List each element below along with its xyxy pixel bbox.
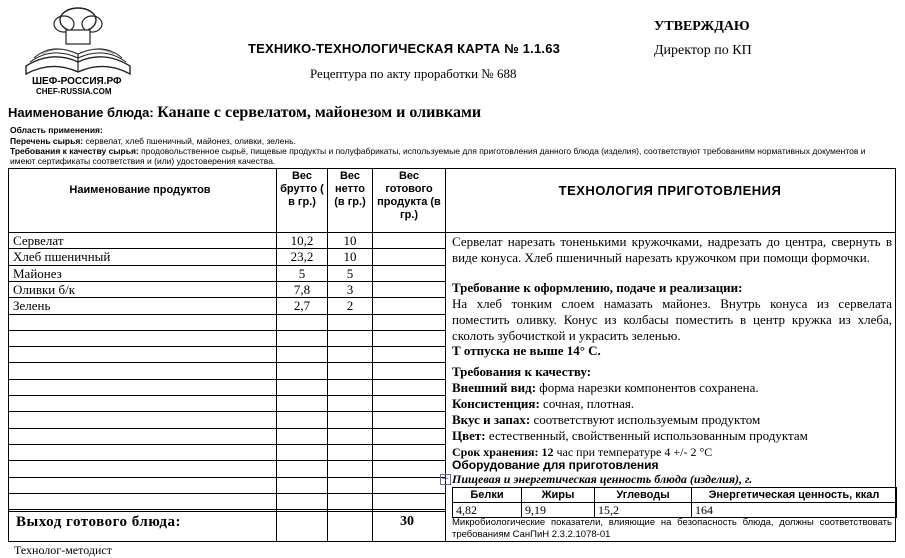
serving-temp: Т отпуска не выше 14° С.: [452, 343, 601, 358]
nutrition-header-fat: Жиры: [522, 488, 595, 503]
header-ready: Вес готового продукта (в гр.): [377, 170, 441, 221]
product-gross: 7,8: [293, 282, 311, 297]
row-divider: [8, 477, 446, 478]
col-divider: [372, 168, 373, 542]
product-gross: 2,7: [293, 298, 311, 313]
storage-value: час при температуре 4 +/- 2 °С: [556, 445, 713, 459]
row-divider: [8, 460, 446, 461]
director-label: Директор по КП: [654, 43, 752, 58]
nutrition-value-carbs: 15,2: [595, 503, 692, 518]
row-divider: [8, 314, 446, 315]
row-divider: [8, 428, 446, 429]
nutrition-value-protein: 4,82: [453, 503, 522, 518]
product-name: Хлеб пшеничный: [13, 249, 111, 264]
row-divider: [8, 330, 446, 331]
area-of-use: [10, 126, 103, 136]
product-gross: 5: [298, 266, 306, 281]
raw-quality-requirements: [10, 147, 890, 166]
logo-text-ru: ШЕФ-РОССИЯ.РФ: [32, 76, 122, 87]
raw-list-value: сервелат, хлеб пшеничный, майонез, оливки, зелень.: [85, 136, 296, 146]
taste-row: [452, 412, 892, 428]
row-divider: [8, 444, 446, 445]
row-divider: [8, 346, 446, 347]
raw-list-label: Перечень сырья:: [10, 136, 84, 146]
row-divider: [8, 509, 446, 510]
logo-text-en: CHEF-RUSSIA.COM: [36, 87, 112, 96]
product-name: Майонез: [13, 266, 62, 281]
appearance-value: форма нарезки компонентов сохранена.: [539, 380, 759, 395]
consistency-value: сочная, плотная.: [543, 396, 635, 411]
storage-label: Срок хранения: 12: [452, 445, 554, 459]
product-net: 2: [346, 298, 354, 313]
dish-name-value: Канапе с сервелатом, майонезом и оливками: [157, 104, 482, 121]
color-value: естественный, свойственный использованным продуктам: [488, 428, 808, 443]
product-net: 3: [346, 282, 354, 297]
product-name: Оливки б/к: [13, 282, 76, 297]
appearance-label: Внешний вид:: [452, 380, 537, 395]
technology-prep: Сервелат нарезать тоненькими кружочками, надрезать до центра, свернуть в виде конуса. Хлеб пшеничный нарезать кружочком при помощи формочки.: [452, 234, 892, 265]
nutrition-header-carbs: Углеводы: [595, 488, 692, 503]
product-net: 10: [343, 249, 357, 264]
product-net: 5: [346, 266, 354, 281]
product-net: 10: [343, 233, 357, 248]
approve-label: УТВЕРЖДАЮ: [654, 19, 750, 34]
header-product: Наименование продуктов: [69, 184, 211, 196]
table-move-handle-icon[interactable]: +: [441, 474, 450, 484]
quality-label: Требования к качеству:: [452, 364, 592, 379]
serving-label: Требование к оформлению, подаче и реализации:: [452, 280, 743, 295]
nutrition-value-energy: 164: [692, 503, 897, 518]
serving-text: На хлеб тонким слоем намазать майонез. Внутрь конуса из сервелата поместить оливку. Конус из колбасы поместить в центр кружка из хлеба, сколоть зубочисткой и украсить зеленью.: [452, 296, 892, 343]
area-of-use-label: Область применения:: [10, 125, 103, 135]
taste-value: соответствуют используемым продуктом: [533, 412, 761, 427]
row-divider: [8, 362, 446, 363]
header-net: Вес нетто (в гр.): [334, 170, 366, 208]
exit-label: Выход готового блюда:: [16, 514, 182, 530]
consistency-row: [452, 396, 892, 412]
appearance-row: [452, 380, 892, 396]
product-gross: 10,2: [290, 233, 314, 248]
product-name: Сервелат: [13, 233, 64, 248]
raw-quality-value: продовольственное сырьё, пищевые продукты и полуфабрикаты, используемые для приготовления данного блюда (изделия), соответствуют требованиям нормативных документов и имеют сертификаты соответствия и (или) удостоверения качества.: [10, 146, 866, 166]
row-divider: [8, 395, 446, 396]
nutrition-header-protein: Белки: [453, 488, 522, 503]
dish-name-label: Наименование блюда:: [8, 105, 154, 120]
exit-value: 30: [400, 514, 414, 529]
exit-row-divider: [8, 511, 446, 512]
nutrition-caption: Пищевая и энергетическая ценность блюда (изделия), г.: [452, 472, 753, 486]
row-divider: [8, 411, 446, 412]
col-divider: [327, 168, 328, 542]
header-technology: ТЕХНОЛОГИЯ ПРИГОТОВЛЕНИЯ: [558, 183, 782, 198]
raw-quality-label: Требования к качеству сырья:: [10, 146, 139, 156]
product-name: Зелень: [13, 298, 51, 313]
header-gross: Вес брутто ( в гр.): [280, 170, 324, 208]
product-gross: 23,2: [290, 249, 314, 264]
card-title: ТЕХНИКО-ТЕХНОЛОГИЧЕСКАЯ КАРТА № 1.1.63: [248, 41, 561, 56]
nutrition-header-energy: Энергетическая ценность, ккал: [692, 488, 897, 503]
color-row: [452, 428, 892, 444]
row-divider: [8, 379, 446, 380]
consistency-label: Консистенция:: [452, 396, 540, 411]
color-label: Цвет:: [452, 428, 486, 443]
row-divider: [8, 493, 446, 494]
nutrition-value-fat: 9,19: [522, 503, 595, 518]
dish-name-row: [8, 104, 481, 122]
technologist-label: Технолог-методист: [14, 543, 112, 557]
col-divider: [276, 168, 277, 542]
nutrition-table: [452, 487, 897, 518]
col-divider: [445, 168, 446, 542]
taste-label: Вкус и запах:: [452, 412, 531, 427]
equipment-label: Оборудование для приготовления: [452, 458, 659, 472]
microbiology-note: Микробиологические показатели, влияющие на безопасность блюда, должны соответствовать требованиям СанПиН 2.3.2.1078-01: [452, 517, 892, 540]
recipe-act-line: Рецептура по акту проработки № 688: [310, 66, 517, 81]
